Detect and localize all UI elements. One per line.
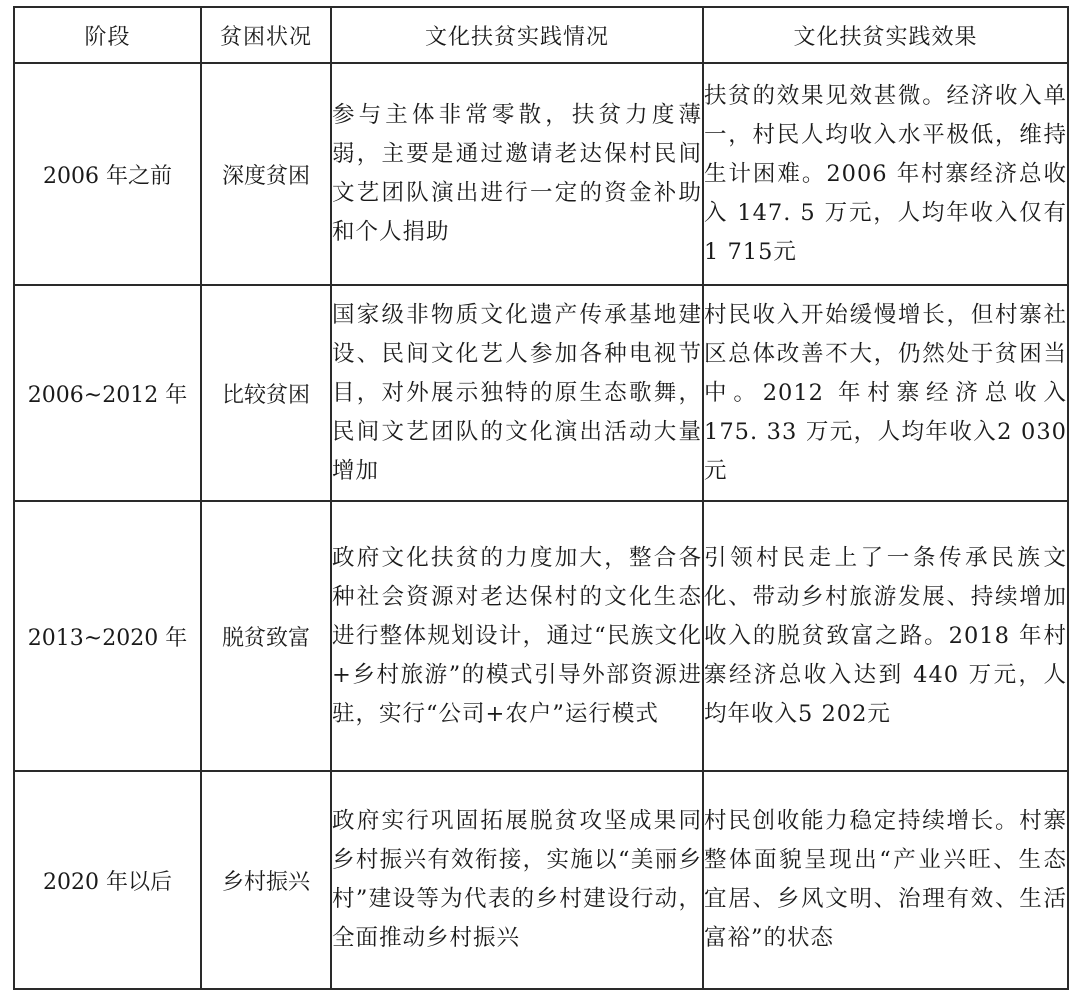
- cell-practice: 国家级非物质文化遗产传承基地建设、民间文化艺人参加各种电视节目，对外展示独特的原生态歌舞，民间文艺团队的文化演出活动大量增加: [331, 285, 703, 501]
- cell-poverty-status: 深度贫困: [201, 63, 331, 285]
- cell-poverty-status: 乡村振兴: [201, 771, 331, 989]
- poverty-alleviation-table: [13, 6, 1069, 990]
- cell-effect: 引领村民走上了一条传承民族文化、带动乡村旅游发展、持续增加收入的脱贫致富之路。2018 年村寨经济总收入达到 440 万元，人均年收入5 202元: [703, 501, 1068, 771]
- cell-effect: 村民创收能力稳定持续增长。村寨整体面貌呈现出“产业兴旺、生态宜居、乡风文明、治理有效、生活富裕”的状态: [703, 771, 1068, 989]
- cell-stage: 2006~2012 年: [14, 285, 201, 501]
- cell-stage: 2013~2020 年: [14, 501, 201, 771]
- header-effect: 文化扶贫实践效果: [703, 7, 1068, 63]
- table-row: [14, 501, 1068, 771]
- cell-practice: 参与主体非常零散，扶贫力度薄弱，主要是通过邀请老达保村民间文艺团队演出进行一定的资金补助和个人捐助: [331, 63, 703, 285]
- table-header-row: [14, 7, 1068, 63]
- header-poverty-status: 贫困状况: [201, 7, 331, 63]
- header-practice: 文化扶贫实践情况: [331, 7, 703, 63]
- header-stage: 阶段: [14, 7, 201, 63]
- cell-effect: 扶贫的效果见效甚微。经济收入单一，村民人均收入水平极低，维持生计困难。2006 年村寨经济总收入 147. 5 万元，人均年收入仅有1 715元: [703, 63, 1068, 285]
- cell-stage: 2006 年之前: [14, 63, 201, 285]
- cell-practice: 政府实行巩固拓展脱贫攻坚成果同乡村振兴有效衔接，实施以“美丽乡村”建设等为代表的乡村建设行动，全面推动乡村振兴: [331, 771, 703, 989]
- cell-effect: 村民收入开始缓慢增长，但村寨社区总体改善不大，仍然处于贫困当中。2012 年村寨经济总收入 175. 33 万元，人均年收入2 030元: [703, 285, 1068, 501]
- table-row: [14, 771, 1068, 989]
- cell-stage: 2020 年以后: [14, 771, 201, 989]
- table-row: [14, 63, 1068, 285]
- table-row: [14, 285, 1068, 501]
- cell-practice: 政府文化扶贫的力度加大，整合各种社会资源对老达保村的文化生态进行整体规划设计，通过“民族文化+乡村旅游”的模式引导外部资源进驻，实行“公司+农户”运行模式: [331, 501, 703, 771]
- cell-poverty-status: 比较贫困: [201, 285, 331, 501]
- cell-poverty-status: 脱贫致富: [201, 501, 331, 771]
